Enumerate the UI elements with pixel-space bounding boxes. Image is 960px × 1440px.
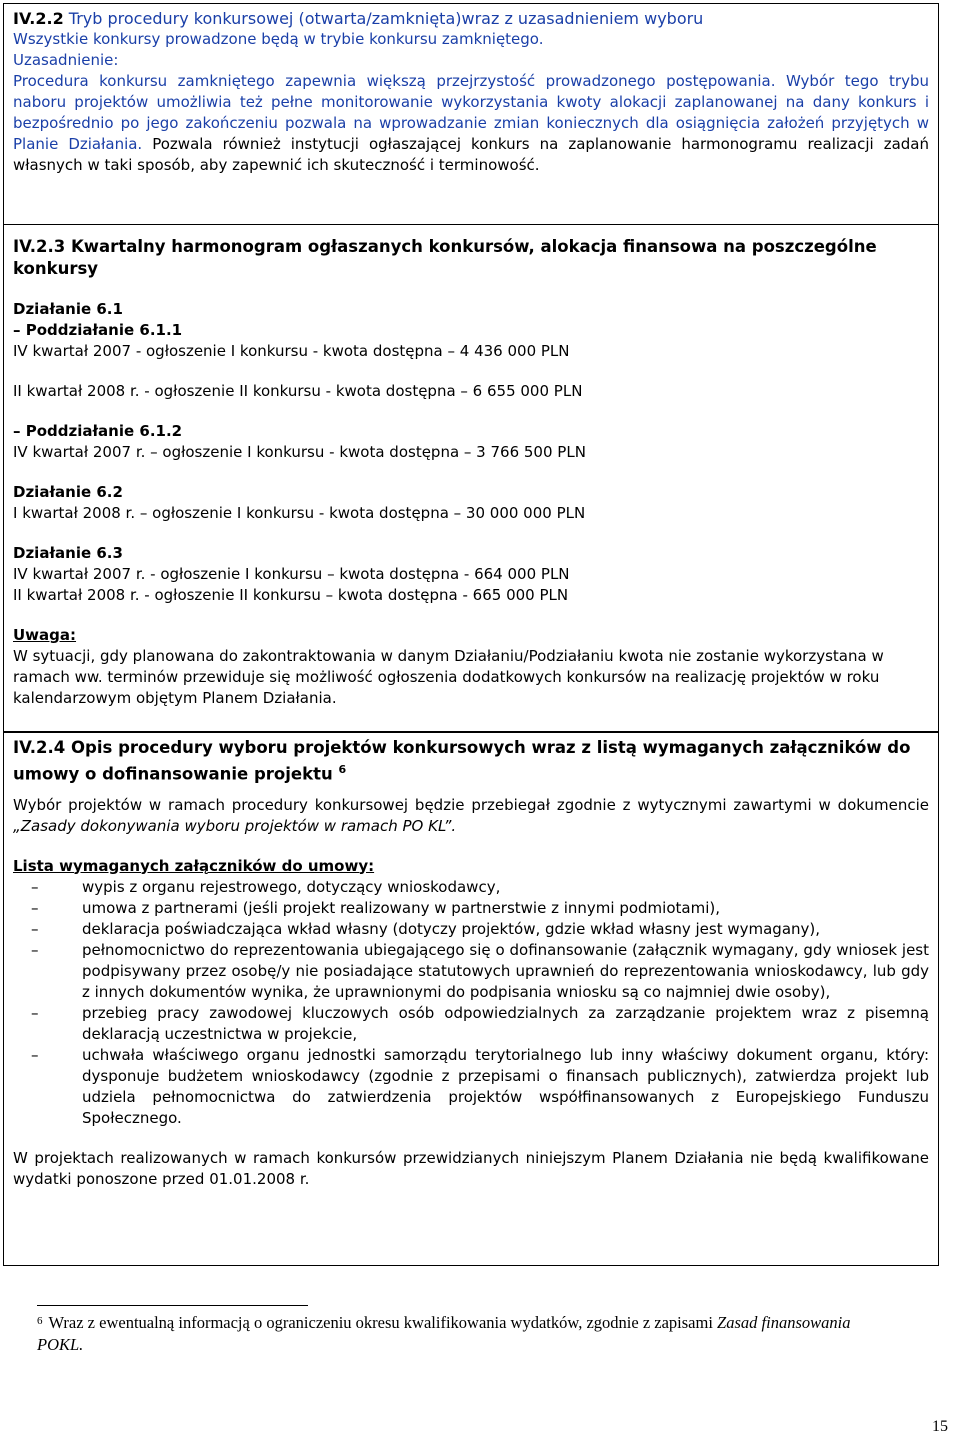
dash-marker: – [31, 919, 39, 938]
dash-marker: – [31, 940, 39, 959]
section-opis-procedury [3, 732, 939, 1266]
section-heading [13, 737, 929, 786]
footnote-text: Wraz z ewentualną informacją o ograniczeniu okresu kwalifikowania wydatków, zgodnie z zapisami [48, 1313, 718, 1332]
footnote-reference: 6 [338, 763, 347, 776]
uwaga-text: W sytuacji, gdy planowana do zakontraktowania w danym Działaniu/Podziałaniu kwota nie zostanie wykorzystana w ramach ww. terminów przewiduje się możliwość ogłoszenia dodatkowych konkursów na realizację projektów w roku kalendarzowym objętym Planem Działania. [13, 647, 884, 707]
poddzialanie-6-1-1: – Poddziałanie 6.1.1 [13, 321, 183, 339]
list-item-text: umowa z partnerami (jeśli projekt realizowany w partnerstwie z innymi podmiotami), [82, 898, 720, 917]
schedule-line: I kwartał 2008 r. – ogłoszenie I konkursu - kwota dostępna – 30 000 000 PLN [13, 504, 586, 522]
schedule-line: II kwartał 2008 r. - ogłoszenie II konkursu - kwota dostępna – 6 655 000 PLN [13, 382, 583, 400]
list-item-text: pełnomocnictwo do reprezentowania ubiegającego się o dofinansowanie (załącznik wymagany, gdy wniosek jest podpisywany przez osobę/y nie posiadające statutowych uprawnień do reprezentowania wnioskodawcy, lub gdy z innych dokumentów wynika, że uprawnionymi do podpisania wniosku są co najmniej dwie osoby), [82, 940, 929, 1001]
schedule-line: II kwartał 2008 r. - ogłoszenie II konkursu – kwota dostępna - 665 000 PLN [13, 586, 569, 604]
dzialanie-6-2: Działanie 6.2 [13, 483, 123, 501]
dzialanie-6-3: Działanie 6.3 [13, 544, 123, 562]
list-item [13, 877, 929, 898]
list-item [13, 919, 929, 940]
list-item-text: uchwała właściwego organu jednostki samorządu terytorialnego lub inny właściwy dokument organu, który: dysponuje budżetem wnioskodawcy (zgodnie z przepisami o finansach publicznych), zatwierdza projekt lub udziela pełnomocnictwa do zatwierdzenia projektów współfinansowanych z Europejskiego Funduszu Społecznego. [82, 1045, 929, 1127]
list-item-text: przebieg pracy zawodowej kluczowych osób odpowiedzialnych za zarządzanie projektem wraz z pisemną deklaracją uczestnictwa w projekcie, [82, 1003, 929, 1043]
justification-paragraph [13, 71, 929, 176]
footnote-emphasis: Zasad finansowania POKL. [37, 1313, 851, 1354]
dash-marker: – [31, 1003, 39, 1022]
closed-mode-statement: Wszystkie konkursy prowadzone będą w trybie konkursu zamkniętego. [13, 30, 544, 48]
attachments-list [13, 877, 929, 1129]
dash-marker: – [31, 898, 39, 917]
footnote [37, 1312, 897, 1356]
section-harmonogram [3, 225, 939, 732]
heading-text: Tryb procedury konkursowej (otwarta/zamknięta)wraz z uzasadnieniem wyboru [63, 9, 704, 28]
dzialanie-6-1: Działanie 6.1 [13, 300, 123, 318]
schedule-line: IV kwartał 2007 r. – ogłoszenie I konkursu - kwota dostępna – 3 766 500 PLN [13, 443, 586, 461]
intro-document-title: „Zasady dokonywania wyboru projektów w ramach PO KL”. [13, 816, 457, 835]
section-tryb-procedury [3, 3, 939, 225]
poddzialanie-6-1-2: – Poddziałanie 6.1.2 [13, 422, 183, 440]
footnote-number: 6 [37, 1315, 43, 1327]
list-item [13, 940, 929, 1003]
list-item [13, 1003, 929, 1045]
heading-number: IV.2.2 [13, 9, 64, 28]
uwaga-label: Uwaga: [13, 626, 77, 644]
list-item [13, 898, 929, 919]
closing-paragraph: W projektach realizowanych w ramach konkursów przewidzianych niniejszym Planem Działania nie będą kwalifikowane wydatki ponoszone przed 01.01.2008 r. [13, 1148, 929, 1188]
list-item [13, 1045, 929, 1129]
section-heading: IV.2.3 Kwartalny harmonogram ogłaszanych konkursów, alokacja finansowa na poszczególne konkursy [13, 237, 877, 278]
justification-part-b: Pozwala również instytucji ogłaszającej konkurs na zaplanowanie harmonogramu realizacji zadań własnych w taki sposób, aby zapewnić ich skuteczność i terminowość. [13, 135, 930, 174]
heading-text: IV.2.4 Opis procedury wyboru projektów konkursowych wraz z listą wymaganych załączników do umowy o dofinansowanie projektu [13, 738, 911, 784]
section-heading [13, 8, 929, 29]
schedule-line: IV kwartał 2007 r. - ogłoszenie I konkursu – kwota dostępna - 664 000 PLN [13, 565, 570, 583]
intro-paragraph [13, 795, 929, 837]
list-item-text: deklaracja poświadczająca wkład własny (dotyczy projektów, gdzie wkład własny jest wymagany), [82, 919, 821, 938]
intro-text: Wybór projektów w ramach procedury konkursowej będzie przebiegał zgodnie z wytycznymi zawartymi w dokumencie [13, 795, 929, 814]
attachments-list-title: Lista wymaganych załączników do umowy: [13, 856, 375, 875]
list-item-text: wypis z organu rejestrowego, dotyczący wnioskodawcy, [82, 877, 501, 896]
schedule-line: IV kwartał 2007 - ogłoszenie I konkursu - kwota dostępna – 4 436 000 PLN [13, 342, 570, 360]
dash-marker: – [31, 877, 39, 896]
page-number: 15 [932, 1418, 948, 1435]
footnote-separator [37, 1305, 308, 1306]
dash-marker: – [31, 1045, 39, 1064]
justification-part-a: Procedura konkursu zamkniętego zapewnia większą przejrzystość prowadzonego postępowania. Wybór tego trybu naboru projektów umożliwia też pełne monitorowanie wykorzystania kwoty alokacji zaplanowanej na dany konkurs i bezpośrednio po jego zakończeniu pozwala na wprowadzanie zmian koniecznych dla osiągnięcia założeń przyjętych w Planie Działania. [13, 72, 929, 153]
uzasadnienie-label: Uzasadnienie: [13, 51, 119, 69]
